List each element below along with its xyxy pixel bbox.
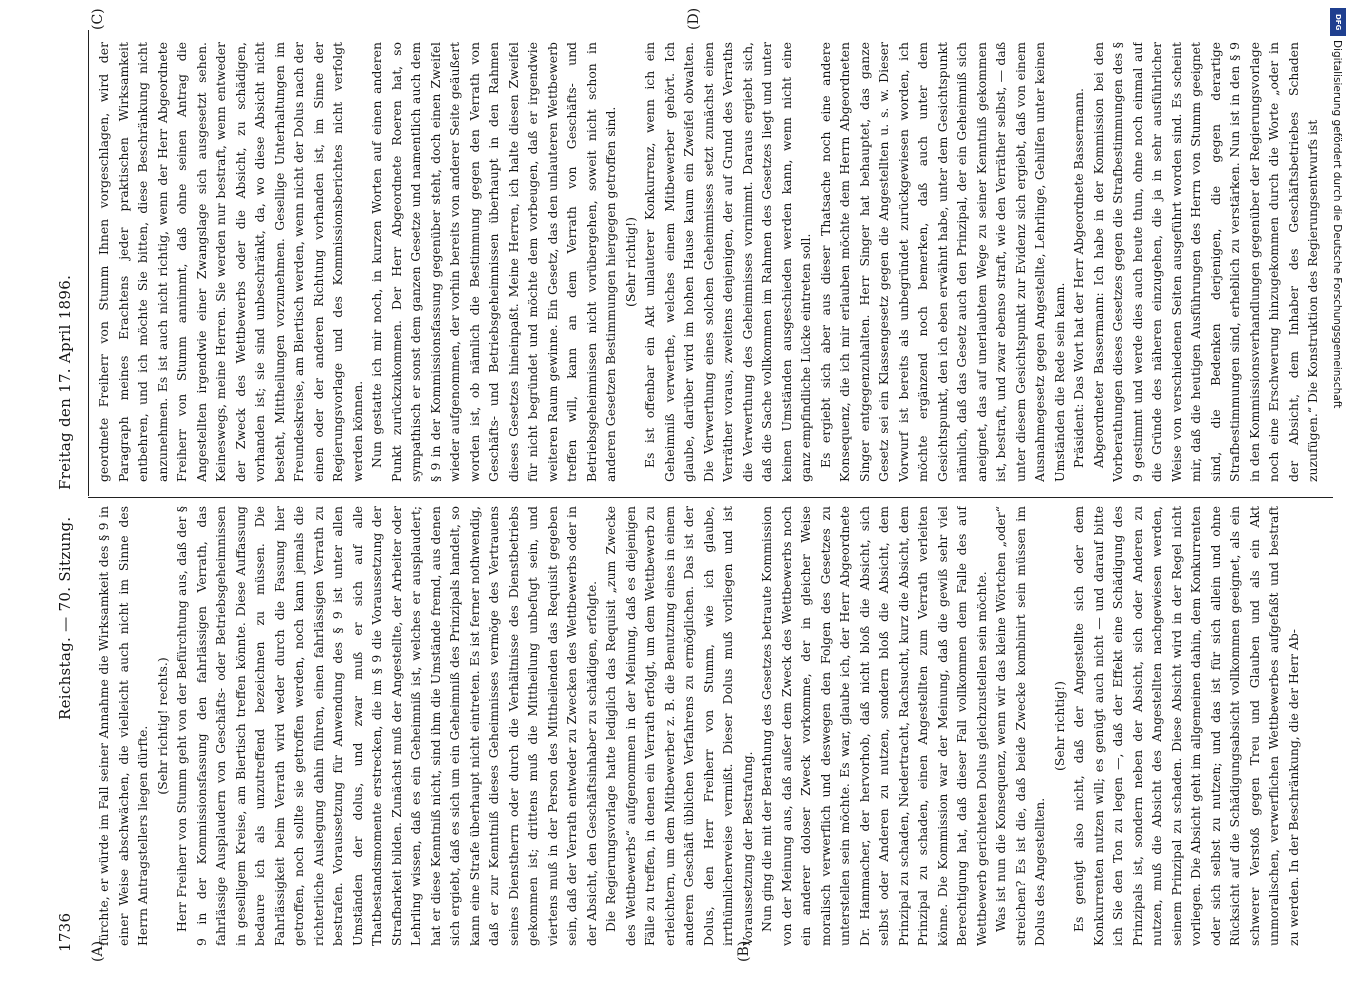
paragraph: fürchte, er würde im Fall seiner Annahme die Wirksamkeit des § 9 in einer Weise abschwächen, die vielleicht auch nicht im Sinne des Herrn Antragstellers liegen dürfte. — [96, 506, 150, 946]
paragraph: Nun ging die mit der Berathung des Gesetzes betraute Kommission von der Meinung aus, daß außer dem Zweck des Wettbewerbs noch ein anderer doloser Zweck vorkomme, der in gleicher Weise moralisch verwerflich und deswegen den Folgen des Gesetzes zu unterstellen sein möchte. Es war, glaube ich, der Herr Abgeordnete Dr. Hammacher, der hervorhob, daß nicht bloß die Absicht, sich selbst oder Anderen zu nutzen, sondern bloß die Absicht, dem Prinzipal zu schaden, Niedertracht, Rachsucht, kurz die Absicht, dem Prinzipal zu schaden, einen Angestellten zum Verrath verleiten könne. Die Kommission war der Meinung, daß die gewiß sehr viel Berechtigung hat, daß dieser Fall vollkommen dem Falle des auf Wettbewerb gerichteten Dolus gleichzustellen sein möchte. — [759, 506, 989, 946]
margin-marker-b: (B) — [736, 940, 752, 962]
interjection: (Sehr richtig!) — [622, 217, 638, 307]
session-date: Freitag den 17. April 1896. — [56, 274, 74, 490]
speaker-paragraph: Abgeordneter Bassermann: Ich habe in der Kommission bei den Vorberathungen dieses Gesetzes gegen die Strafbestimmungen des § 9 gestimmt und werde dies auch heute thun, ohne noch einmal auf die Gründe des näheren einzugehen, die ja in sehr ausführlicher Weise von verschiedenen Seiten ausgeführt worden sind. Es scheint mir, daß die heutigen Ausführungen des Herrn von Stumm geeignet sind, die Bedenken derjenigen, die gegen derartige Strafbestimmungen sind, erheblich zu verstärken. Nun ist in den § 9 in den Kommissionsverhandlungen gegenüber der Regierungsvorlage noch eine Erschwerung hinzugekommen durch die Worte „oder in der Absicht, dem Inhaber des Geschäftsbetriebes Schaden zuzufügen.“ Die Konstruktion des Regierungsentwurfs ist — [1090, 42, 1320, 482]
margin-marker-a: (A) — [90, 940, 106, 962]
session-title: Reichstag. — 70. Sitzung. — [56, 516, 74, 720]
paragraph: Es ist offenbar ein Akt unlauterer Konkurrenz, wenn ich ein Geheimniß verwerthe, welches einem Mitbewerber gehört. Ich glaube, darüber wird im hohen Hause kaum ein Zweifel obwalten. Die Verwerthung eines solchen Geheimnisses setzt zunächst einen Verräther voraus, zweitens denjenigen, der auf Grund des Verraths die Verwerthung des Geheimnisses vornimmt. Daraus ergiebt sich, daß die Sache vollkommen im Rahmen des Gesetzes liegt und unter keinen Umständen ausgeschieden werden kann, wenn nicht eine ganz empfindliche Lücke eintreten soll. — [642, 42, 813, 482]
paragraph: Herr Freiherr von Stumm geht von der Befürchtung aus, daß der § 9 in der Kommissionsfassung den fahrlässigen Verrath, das fahrlässige Ausplaudern von Geschäfts- oder Betriebsgeheimnissen in geselligem Kreise, am Biertisch treffen könnte. Diese Auffassung bedaure ich als unzutreffend bezeichnen zu müssen. Die Fahrlässigkeit beim Verrath wird weder durch die Fassung hier getroffen, noch sollte sie getroffen werden, noch kann jemals die richterliche Auslegung dahin führen, einen fahrlässigen Verrath zu bestrafen. Voraussetzung für Anwendung des § 9 ist unter allen Umständen der dolus, und zwar muß er sich auf alle Thatbestandsmomente erstrecken, die im § 9 die Voraussetzung der Strafbarkeit bilden. Zunächst muß der Angestellte, der Arbeiter oder Lehrling wissen, daß es ein Geheimniß ist, welches er ausplaudert; hat er diese Kenntniß nicht, sind ihm die Umstände fremd, aus denen sich ergiebt, daß es sich um ein Geheimniß des Prinzipals handelt, so kann eine Strafe überhaupt nicht eintreten. Es ist ferner nothwendig, daß er zur Kenntniß dieses Geheimnisses vermöge des Vertrauens seines Dienstherrn oder durch die Verhältnisse des Dienstbetriebs gekommen ist; drittens muß die Mittheilung unbefugt sein, und viertens muß in der Person des Mittheilenden das Requisit gegeben sein, daß der Verrath entweder zu Zwecken des Wettbewerbs oder in der Absicht, den Geschäftsinhaber zu schädigen, erfolgte. — [174, 506, 599, 946]
paragraph: Es genügt also nicht, daß der Angestellte sich oder dem Konkurrenten nutzen will; es genügt auch nicht — und darauf bitte ich Sie den Ton zu legen —, daß der Effekt eine Schädigung des Prinzipals ist, sondern neben der Absicht, sich oder Anderen zu nutzen, muß die Absicht des Angestellten nachgewiesen werden, seinem Prinzipal zu schaden. Diese Absicht wird in der Regel nicht vorliegen. Die Absicht geht im allgemeinen dahin, dem Konkurrenten oder sich selbst zu nutzen; und das ist für sich allein und ohne Rücksicht auf die Schädigungsabsicht vollkommen geeignet, als ein schwerer Verstoß gegen Treu und Glauben und als ein Akt unmoralischen, verwerflichen Wettbewerbes aufgefaßt und bestraft zu werden. In der Beschränkung, die der Herr Ab- — [1071, 506, 1301, 946]
interjection: (Sehr richtig!) — [1051, 681, 1067, 771]
document-page — [46, 7, 1336, 962]
paragraph: Die Regierungsvorlage hatte lediglich das Requisit „zum Zwecke des Wettbewerbs“ aufgenommen in der Meinung, daß es diejenigen Fälle zu treffen, in denen ein Verrath erfolgt, um dem Wettbewerb zu erleichtern, um dem Mitbewerber z. B. die Benutzung eines in einem anderen Geschäft üblichen Verfahrens zu ermöglichen. Das ist der Dolus, den Herr Freiherr von Stumm, wie ich glaube, irrthümlicherweise vermißt. Dieser Dolus muß vorliegen und ist Voraussetzung der Bestrafung. — [603, 506, 755, 946]
margin-marker-d: (D) — [686, 7, 702, 30]
paragraph: geordnete Freiherr von Stumm Ihnen vorgeschlagen, wird der Paragraph meines Erachtens jeder praktischen Wirksamkeit entbehren, und ich möchte Sie bitten, diese Beschränkung nicht anzunehmen. Es ist auch nicht richtig, wenn der Herr Abgeordnete Freiherr von Stumm annimmt, daß ohne seinen Antrag die Angestellten irgendwie einer Zwangslage sich ausgesetzt sehen. Keineswegs, meine Herren. Sie werden nur bestraft, wenn entweder der Zweck des Wettbewerbs oder die Absicht, zu schädigen, vorhanden ist; sie sind unbeschränkt, da, wo diese Absicht nicht besteht, Mittheilungen vorzunehmen. Gesellige Unterhaltungen im Freundeskreise, am Biertisch werden, wenn nicht der Dolus nach der einen oder der anderen Richtung vorhanden ist, im Sinne der Regierungsvorlage und des Kommissionsberichtes nicht verfolgt werden können. — [96, 42, 365, 482]
page-header — [46, 30, 86, 960]
interjection: (Sehr richtig! rechts.) — [154, 657, 170, 795]
margin-marker-c: (C) — [90, 8, 106, 30]
right-column — [94, 42, 1326, 482]
column-divider — [88, 497, 1333, 498]
funding-note: Digitalisierung gefördert durch die Deutsche Forschungsgemeinschaft — [1331, 40, 1343, 409]
header-rule — [88, 30, 89, 496]
digitization-sidebar — [1323, 0, 1353, 1000]
left-column — [94, 506, 1326, 946]
page-number: 1736 — [56, 912, 74, 952]
speaker-paragraph: Präsident: Das Wort hat der Herr Abgeordnete Bassermann. — [1071, 88, 1086, 468]
paragraph: Es ergiebt sich aber aus dieser Thatsache noch eine andere Konsequenz, die ich mir erlauben möchte dem Herrn Abgeordneten Singer entgegenzuhalten. Herr Singer hat behauptet, das ganze Gesetz sei ein Klassengesetz gegen die Angestellten u. s. w. Dieser Vorwurf ist bereits als unbegründet zurückgewiesen worden, ich möchte ergänzend noch bemerken, daß auch unter dem Gesichtspunkt, den ich eben erwähnt habe, unter dem Gesichtspunkt nämlich, daß das Gesetz auch den Prinzipal, der ein Geheimniß sich aneignet, das auf unerlaubtem Wege zu seiner Kenntniß gekommen ist, bestraft, und zwar ebenso straft, wie den Verräther selbst, — daß unter diesem Gesichtspunkt zur Evidenz sich ergiebt, daß von einem Ausnahmegesetz gegen Angestellte, Lehrlinge, Gehilfen unter keinen Umständen die Rede sein kann. — [817, 42, 1067, 482]
paragraph: Nun gestatte ich mir noch, in kurzen Worten auf einen anderen Punkt zurückzukommen. Der Herr Abgeordnete Roeren hat, so sympathisch er sonst dem ganzen Gesetze und namentlich auch dem § 9 in der Kommissionsfassung gegenüber steht, doch einen Zweifel wieder aufgenommen, der vorhin bereits von anderer Seite geäußert worden ist, ob nämlich die Bestimmung gegen den Verrath von Geschäfts- und Betriebsgeheimnissen überhaupt in den Rahmen dieses Gesetzes hineinpaßt. Meine Herren, ich halte diesen Zweifel für nicht begründet und möchte dem vorbeugen, daß er irgendwie weiteren Raum gewinne. Ein Gesetz, das den unlauteren Wettbewerb treffen will, kann an dem Verrath von Geschäfts- und Betriebsgeheimnissen nicht vorübergehen, soweit nicht schon in anderen Gesetzen Bestimmungen hiergegen getroffen sind. — [369, 42, 618, 482]
paragraph: Was ist nun die Konsequenz, wenn wir das kleine Wörtchen „oder“ streichen? Es ist die, daß beide Zwecke kombinirt sein müssen im Dolus des Angestellten. — [993, 506, 1047, 946]
dfg-logo: DFG — [1330, 8, 1346, 36]
